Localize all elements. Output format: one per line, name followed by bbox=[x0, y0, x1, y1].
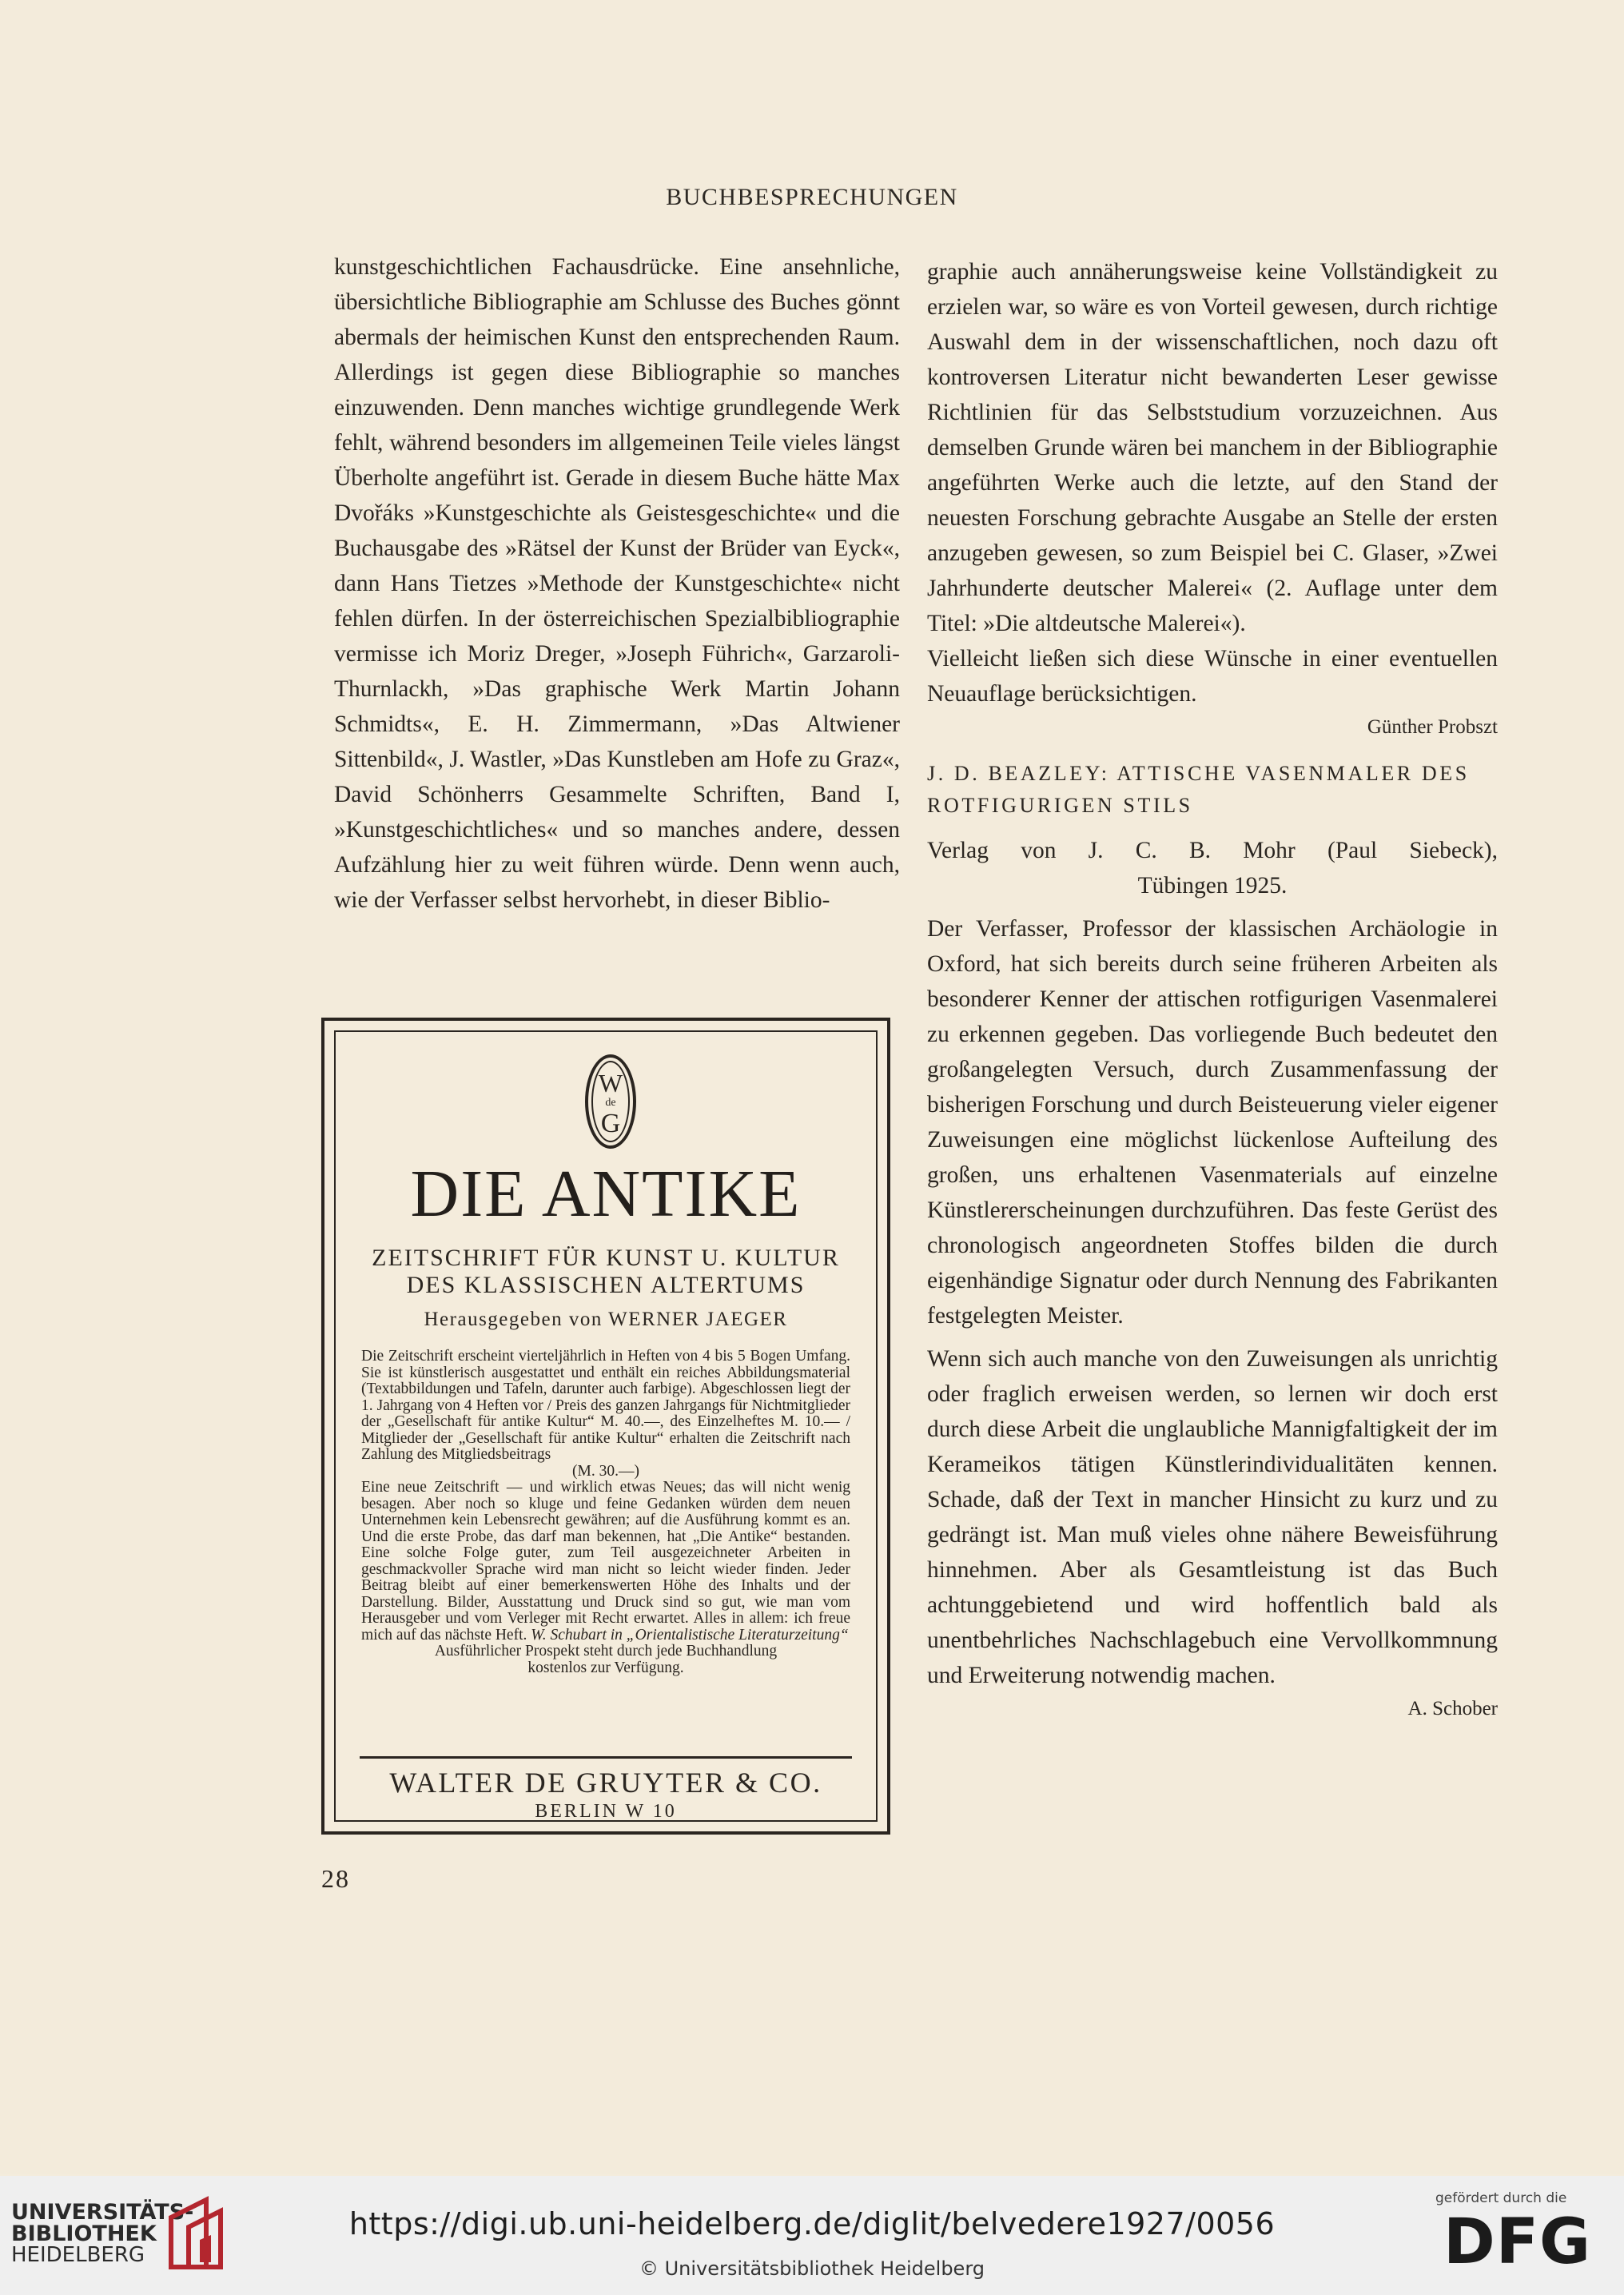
left-column-text: kunstgeschichtlichen Fachausdrücke. Eine ansehnliche, übersichtliche Bibliographie am Schlusse des Buches gönnt abermals der heimischen Kunst den entsprechenden Raum. Allerdings ist gegen diese Bibliographie so manches einzuwenden. Denn manches wichtige grundlegende Werk fehlt, während besonders im allgemeinen Teile vieles längst Überholte angeführt ist. Gerade in diesem Buche hätte Max Dvořáks »Kunstgeschichte als Geistesgeschichte« und die Buchausgabe des »Rätsel der Kunst der Brüder van Eyck«, dann Hans Tietzes »Methode der Kunstgeschichte« nicht fehlen dürfen. In der österreichischen Spezialbibliographie vermisse ich Moriz Dreger, »Joseph Führich«, Garzaroli-Thurnlackh, »Das graphische Werk Martin Johann Schmidts«, E. H. Zimmermann, »Das Altwiener Sittenbild«, J. Wastler, »Das Kunstleben am Hofe zu Graz«, David Schönherrs Gesammelte Schriften, Band I, »Kunstgeschichtliches« und so manches andere, dessen Aufzählung hier zu weit führen würde. Denn wenn auch, wie der Verfasser selbst hervorhebt, in dieser Biblio- bbox=[334, 254, 900, 913]
advertisement-inner-frame bbox=[334, 1030, 878, 1822]
funding-note: gefördert durch die bbox=[1435, 2190, 1567, 2206]
ad-quote-text: Eine neue Zeitschrift — und wirklich etwas Neues; das will nicht wenig besagen. Aber noch so kluge und feine Gedanken würden dem neuen Unternehmen kein Lebensrecht gewähren; auf die Ausführung kommt es an. Und die erste Probe, das darf man bekennen, hat „Die Antike“ bestanden. Eine solche Folge guter, zum Teil ausgezeichneter Arbeiten in geschmackvoller Sprache wird man nicht so leicht wieder finden. Jeder Beitrag bleibt auf einer bemerkenswerten Höhe des Inhalts und der Darstellung. Bilder, Ausstattung und Druck sind so gut, wie man vom Herausgeber und vom Verleger mit Recht erwartet. Alles in allem: ich freue mich auf das nächste Heft. bbox=[361, 1479, 850, 1644]
logo-letter-g: G bbox=[600, 1109, 621, 1138]
page-number: 28 bbox=[321, 1864, 350, 1893]
ad-body bbox=[361, 1349, 850, 1676]
library-name-line-3: HEIDELBERG bbox=[11, 2243, 145, 2267]
left-column bbox=[334, 249, 900, 918]
ad-member-price: (M. 30.—) bbox=[572, 1462, 639, 1480]
library-name-line-2: BIBLIOTHEK bbox=[11, 2221, 157, 2246]
ad-publisher: WALTER DE GRUYTER & CO. bbox=[389, 1767, 822, 1799]
ad-quote-source: W. Schubart in „Orientalistische Literaturzeitung“ bbox=[531, 1626, 849, 1644]
publisher-line-1: Verlag von J. C. B. Mohr (Paul Siebeck), bbox=[927, 838, 1498, 863]
review-1-signature: Günther Probszt bbox=[1367, 716, 1498, 738]
ad-prospect-line-2: kostenlos zur Verfügung. bbox=[527, 1659, 684, 1676]
library-name-line-1: UNIVERSITÄTS- bbox=[11, 2200, 194, 2225]
ad-subtitle-2: DES KLASSISCHEN ALTERTUMS bbox=[406, 1272, 806, 1298]
dfg-logo: DFG bbox=[1443, 2206, 1592, 2278]
copyright-notice: © Universitätsbibliothek Heidelberg bbox=[639, 2257, 985, 2280]
ad-city: BERLIN W 10 bbox=[535, 1801, 677, 1822]
publisher-logo-icon bbox=[585, 1054, 636, 1149]
viewer-footer bbox=[0, 2176, 1624, 2295]
publisher-line-2: Tübingen 1925. bbox=[1137, 873, 1288, 898]
ad-divider bbox=[360, 1756, 852, 1759]
ad-editor: Herausgegeben von WERNER JAEGER bbox=[424, 1309, 788, 1330]
logo-letter-de: de bbox=[605, 1097, 616, 1109]
ad-title: DIE ANTIKE bbox=[410, 1157, 802, 1231]
ad-subtitle-1: ZEITSCHRIFT FÜR KUNST U. KULTUR bbox=[372, 1245, 840, 1271]
advertisement-box bbox=[321, 1018, 890, 1835]
right-column bbox=[927, 254, 1498, 1725]
review-2-signature: A. Schober bbox=[1407, 1698, 1498, 1719]
review-1-closing: Vielleicht ließen sich diese Wünsche in einer eventuellen Neuauflage berücksichtigen. bbox=[927, 646, 1498, 707]
logo-letter-w: W bbox=[598, 1069, 623, 1098]
ad-description: Die Zeitschrift erscheint vierteljährlich in Heften von 4 bis 5 Bogen Umfang. Sie ist künstlerisch ausgestattet und enthält ein reiches Abbildungsmaterial (Textabbildungen und Tafeln, darunter auch farbige). Abgeschlossen liegt der 1. Jahrgang von 4 Heften vor / Preis des ganzen Jahrgangs für Nichtmitglieder der „Gesellschaft für antike Kultur“ M. 40.—, des Einzelheftes M. 10.— / Mitglieder der „Gesellschaft für antike Kultur“ erhalten die Zeitschrift nach Zahlung des Mitgliedsbeitrags bbox=[361, 1348, 850, 1463]
ad-prospect-line-1: Ausführlicher Prospekt steht durch jede Buchhandlung bbox=[434, 1643, 778, 1659]
review-2-heading: J. D. BEAZLEY: ATTISCHE VASENMALER DES ROTFIGURIGEN STILS bbox=[927, 762, 1470, 817]
review-2-paragraph-2: Wenn sich auch manche von den Zuweisungen als unrichtig oder fraglich erweisen werden, so lernen wir doch erst durch diese Arbeit die unglaubliche Mannigfaltigkeit der im Kerameikos tätigen Künstlerindividualitäten kennen. Schade, daß der Text in mancher Hinsicht zu kurz und zu gedrängt ist. Man muß vieles ohne nähere Beweisführung hinnehmen. Aber als Gesamtleistung ist das Buch achtunggebietend und wird hoffentlich bald als unentbehrliches Nachschlagebuch eine Vervollkommnung und Erweiterung notwendig machen. bbox=[927, 1346, 1498, 1688]
ad-review-quote bbox=[361, 1480, 850, 1644]
permalink-url[interactable]: https://digi.ub.uni-heidelberg.de/diglit/belvedere1927/0056 bbox=[348, 2206, 1276, 2241]
review-2-publisher bbox=[927, 833, 1498, 903]
running-head: BUCHBESPRECHUNGEN bbox=[666, 184, 958, 210]
review-1-continuation: graphie auch annäherungsweise keine Vollständigkeit zu erzielen war, so wäre es von Vorteil gewesen, durch richtige Auswahl dem in der wissenschaftlichen, noch dazu oft kontroversen Literatur nicht bewanderten Leser gewisse Richtlinien für das Selbststudium vorzuzeichnen. Aus demselben Grunde wären bei manchem in der Bibliographie angeführten Werke auch die letzte, auf den Stand der neuesten Forschung gebrachte Ausgabe an Stelle der ersten anzugeben gewesen, so zum Beispiel bei C. Glaser, »Zwei Jahrhunderte deutscher Malerei« (2. Auflage unter dem Titel: »Die altdeutsche Malerei«). bbox=[927, 259, 1498, 636]
review-2-paragraph-1: Der Verfasser, Professor der klassischen Archäologie in Oxford, hat sich bereits durch seine früheren Arbeiten als besonderer Kenner der attischen rotfigurigen Vasenmalerei zu erkennen gegeben. Das vorliegende Buch bedeutet den großangelegten Versuch, durch Zusammenfassung der bisherigen Forschung und durch Beisteuerung vieler eigener Zuweisungen eine möglichst lückenlose Aufteilung des großen, uns erhaltenen Vasenmaterials auf einzelne Künstlererscheinungen durchzuführen. Das feste Gerüst des chronologisch angeordneten Stoffes bilden die durch eigenhändige Signatur oder durch Nennung des Fabrikanten festgelegten Meister. bbox=[927, 916, 1498, 1329]
